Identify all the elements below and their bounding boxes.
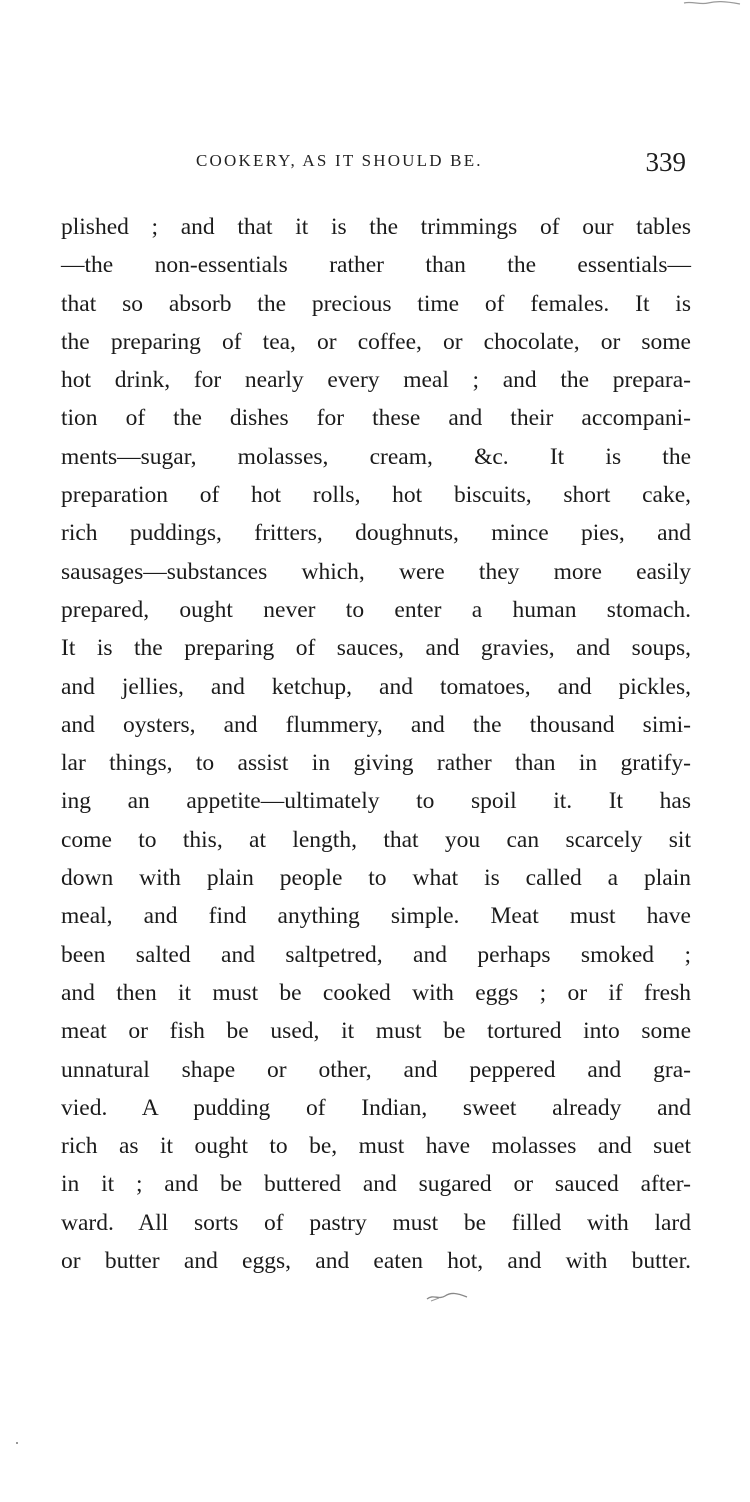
text-line: ward. All sorts of pastry must be filled with lard	[61, 1209, 691, 1236]
text-line: come to this, at length, that you can scarcely sit	[61, 826, 691, 853]
text-line: ments—sugar, molasses, cream, &c. It is the	[61, 443, 691, 470]
text-line: meal, and find anything simple. Meat must have	[61, 903, 691, 930]
page-number: 339	[645, 147, 686, 177]
paper-speck	[16, 1442, 18, 1444]
text-line: sausages—substances which, were they more easily	[61, 558, 691, 585]
text-line: in it ; and be buttered and sugared or sauced after-	[61, 1171, 691, 1198]
running-head-title: COOKERY, AS IT SHOULD BE.	[196, 151, 483, 170]
text-line: the preparing of tea, or coffee, or chocolate, or some	[61, 328, 691, 355]
text-line: preparation of hot rolls, hot biscuits, short cake,	[61, 482, 691, 509]
text-line: plished ; and that it is the trimmings of our tables	[61, 214, 691, 240]
text-line: rich puddings, fritters, doughnuts, mince pies, and	[61, 520, 691, 547]
text-line: been salted and saltpetred, and perhaps smoked ;	[61, 941, 691, 968]
text-line: vied. A pudding of Indian, sweet already and	[61, 1094, 691, 1121]
ink-mark-bottom	[425, 1290, 469, 1302]
text-line: that so absorb the precious time of females. It is	[61, 290, 691, 317]
text-line: down with plain people to what is called a plain	[61, 865, 691, 892]
text-line: hot drink, for nearly every meal ; and the prepara-	[61, 367, 691, 394]
text-line: unnatural shape or other, and peppered and gra-	[61, 1056, 691, 1083]
text-line: rich as it ought to be, must have molasses and suet	[61, 1133, 691, 1160]
text-line: prepared, ought never to enter a human stomach.	[61, 596, 691, 623]
text-line: tion of the dishes for these and their accompani-	[61, 405, 691, 432]
body-text	[61, 208, 691, 1280]
text-line: and then it must be cooked with eggs ; or if fresh	[61, 979, 691, 1006]
text-line: lar things, to assist in giving rather than in gratify-	[61, 750, 691, 777]
ink-smudge-top	[682, 0, 742, 6]
text-line: ing an appetite—ultimately to spoil it. It has	[61, 788, 691, 815]
text-line: or butter and eggs, and eaten hot, and with butter.	[61, 1248, 691, 1275]
text-line: meat or fish be used, it must be tortured into some	[61, 1018, 691, 1045]
text-line: It is the preparing of sauces, and gravies, and soups,	[61, 635, 691, 662]
text-line: and jellies, and ketchup, and tomatoes, and pickles,	[61, 673, 691, 700]
text-line: and oysters, and flummery, and the thousand simi-	[61, 711, 691, 738]
running-head	[196, 147, 686, 187]
text-line: —the non-essentials rather than the essentials—	[61, 252, 691, 279]
